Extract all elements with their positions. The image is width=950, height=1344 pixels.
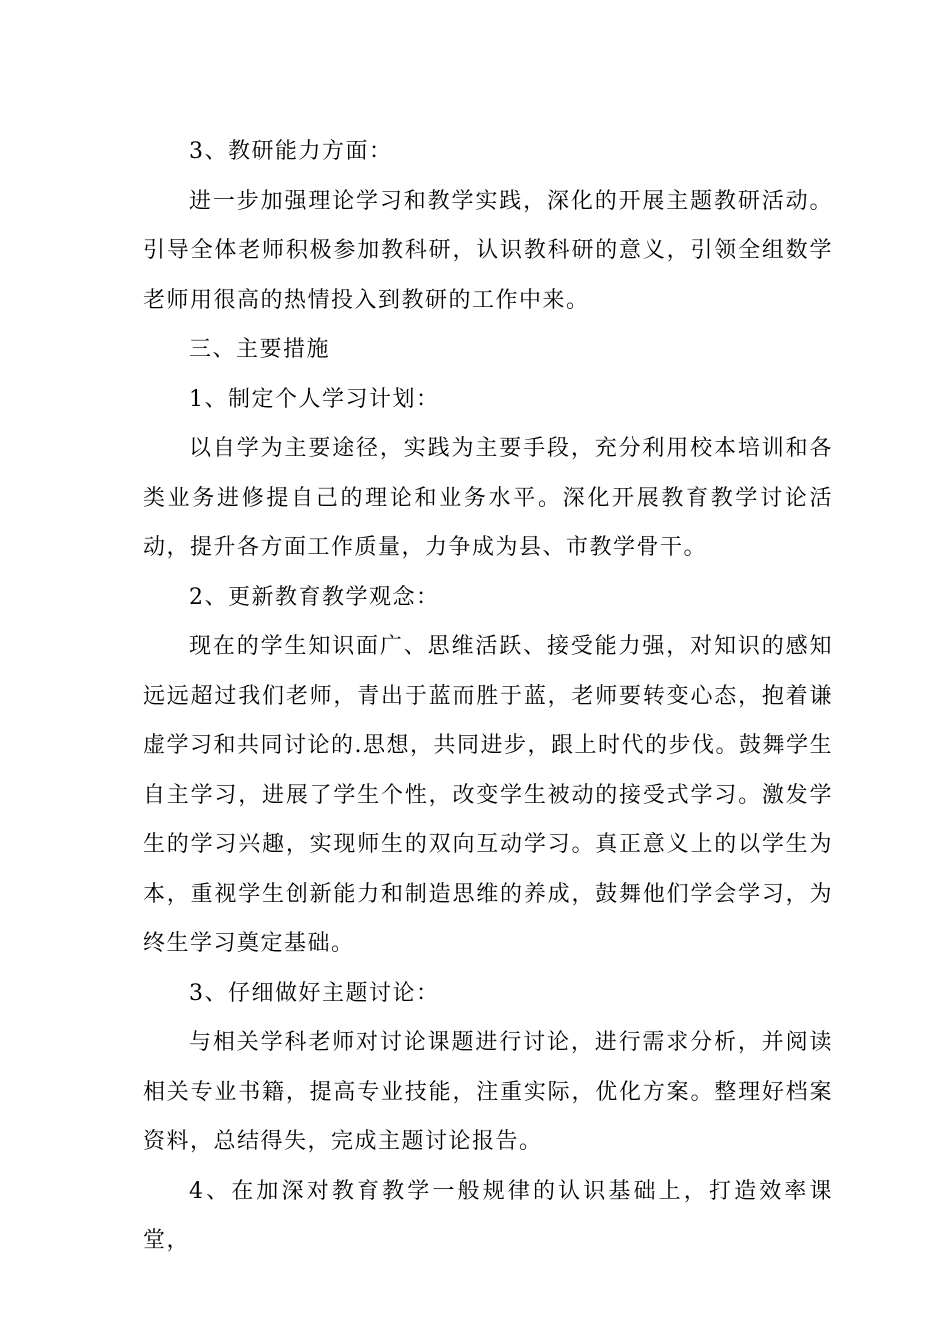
subheading-theme-discussion: 3、仔细做好主题讨论： [189, 980, 440, 1006]
paragraph-personal-study-plan: 以自学为主要途径，实践为主要手段，充分利用校本培训和各类业务进修提自己的理论和业务水平。深化开展教育教学讨论活动，提升各方面工作质量，力争成为县、市教学骨干。 [143, 436, 833, 560]
subheading-personal-study-plan: 1、制定个人学习计划： [189, 386, 440, 412]
section-heading-research-ability: 3、教研能力方面： [189, 139, 393, 164]
paragraph-update-concepts: 现在的学生知识面广、思维活跃、接受能力强，对知识的感知远远超过我们老师，青出于蓝而胜于蓝，老师要转变心态，抱着谦虚学习和共同讨论的.思想，共同进步，跟上时代的步伐。鼓舞学生自主学习，进展了学生个性，改变学生被动的接受式学习。激发学生的学习兴趣，实现师生的双向互动学习。真正意义上的以学生为本，重视学生创新能力和制造思维的养成，鼓舞他们学会学习，为终生学习奠定基础。 [143, 634, 833, 956]
subheading-update-concepts: 2、更新教育教学观念： [189, 584, 440, 610]
section-heading-main-measures: 三、主要措施 [189, 337, 331, 362]
paragraph-research-ability: 进一步加强理论学习和教学实践，深化的开展主题教研活动。引导全体老师积极参加教科研，认识教科研的意义，引领全组数学老师用很高的热情投入到教研的工作中来。 [143, 188, 833, 313]
document-body [143, 127, 833, 1266]
paragraph-theme-discussion: 与相关学科老师对讨论课题进行讨论，进行需求分析，并阅读相关专业书籍，提高专业技能，注重实际，优化方案。整理好档案资料，总结得失，完成主题讨论报告。 [143, 1030, 833, 1154]
paragraph-efficient-classroom: 4、在加深对教育教学一般规律的认识基础上，打造效率课堂， [143, 1178, 833, 1253]
